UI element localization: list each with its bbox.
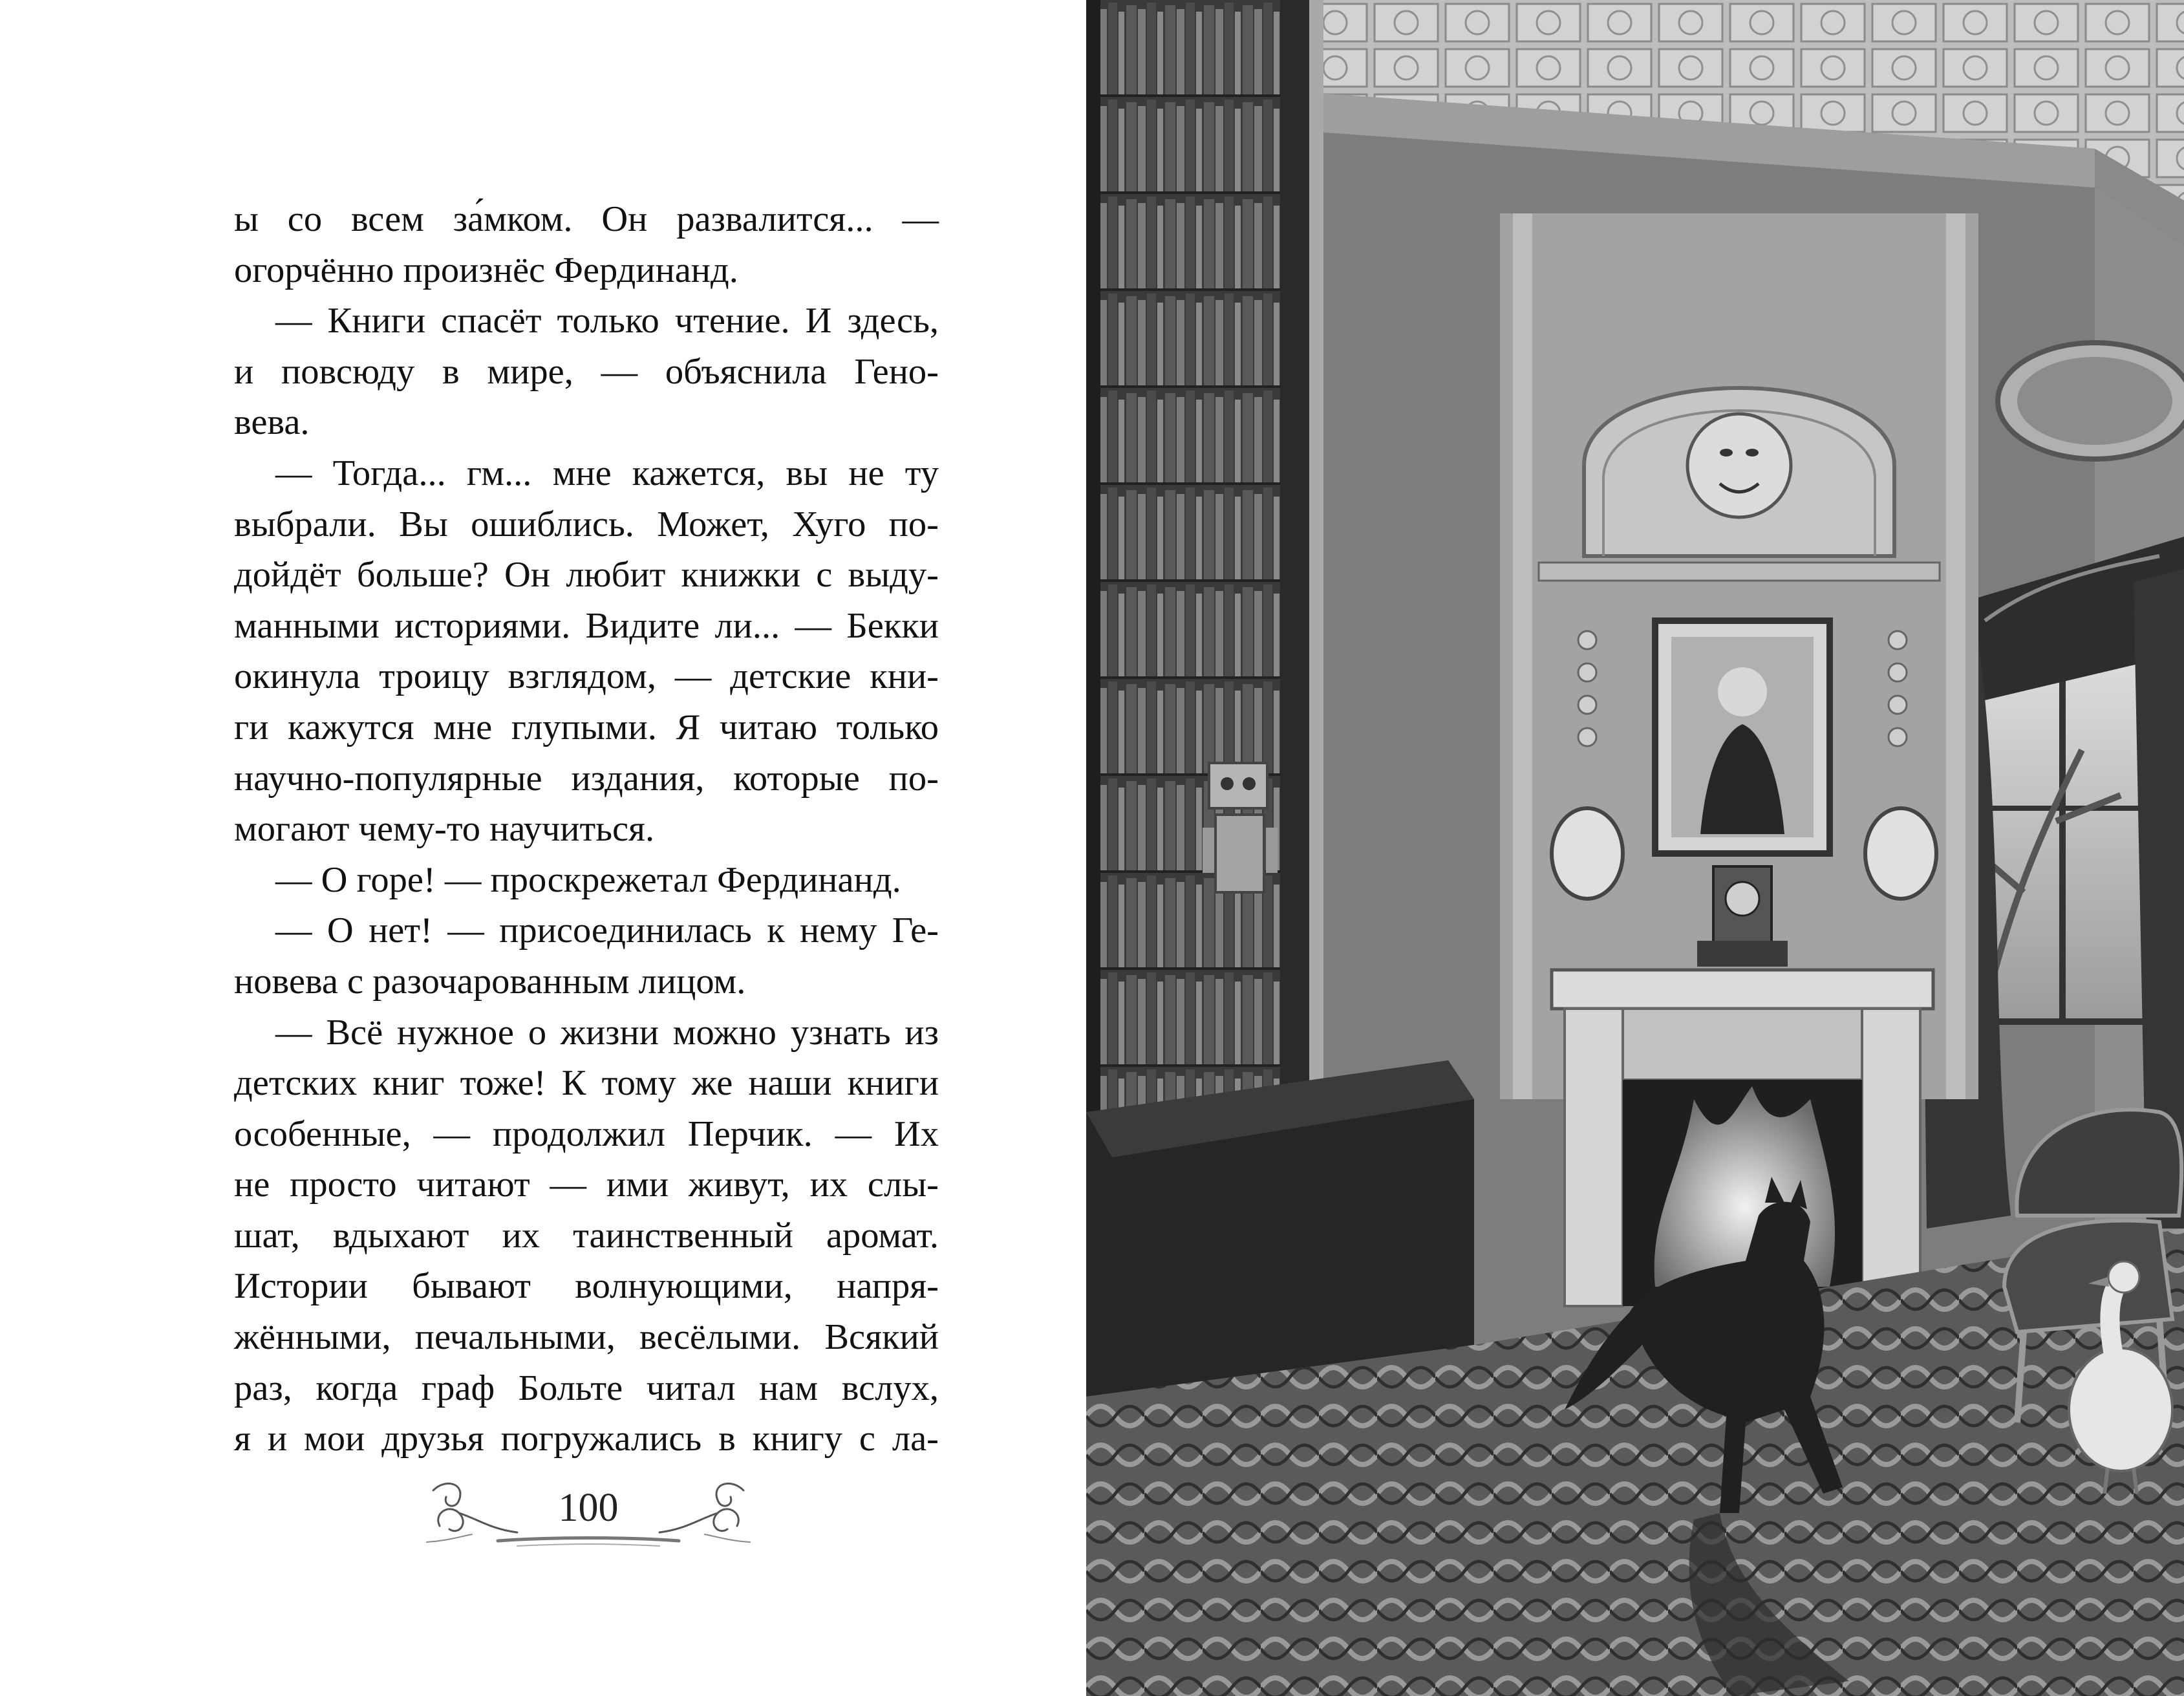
text-line: ы со всем за́мком. Он развалится... — [234, 199, 939, 239]
fireplace [1552, 970, 1933, 1306]
text-line: Истории бывают волнующими, напря- [234, 1266, 939, 1307]
portrait-painting [1655, 621, 1830, 853]
text-line: детских книг тоже! К тому же наши книги [234, 1063, 939, 1104]
text-line: и повсюду в мире, — объяснила Гено- [234, 351, 939, 392]
text-line: окинула троицу взглядом, — детские кни- [234, 656, 939, 697]
cameo-right [1865, 808, 1936, 899]
text-line: я и мои друзья погружались в книгу с ла- [234, 1419, 939, 1459]
mask-ornament [1687, 414, 1791, 517]
text-line: новева с разочарованным лицом. [234, 961, 746, 1002]
text-line: вева. [234, 402, 310, 443]
text-line: особенные, — продолжил Перчик. — Их [234, 1113, 939, 1154]
text-line: не просто читают — ими живут, их слы- [234, 1165, 939, 1205]
text-line: шат, вдыхают их таинственный аромат. [234, 1215, 939, 1256]
bookshelf [1086, 0, 1323, 1138]
text-line: могают чему-то научиться. [234, 809, 655, 850]
text-line: — О горе! — проскрежетал Фердинанд. [275, 859, 901, 900]
text-line: дойдёт больше? Он любит книжки с выду- [234, 555, 939, 596]
text-line: — О нет! — присоединилась к нему Ге- [275, 910, 939, 951]
text-line: ги кажутся мне глупыми. Я читаю только [234, 707, 939, 747]
text-line: жёнными, печальными, весёлыми. Всякий [234, 1317, 939, 1358]
text-line: раз, когда граф Больте читал нам вслух, [234, 1368, 939, 1408]
page-footer [420, 1465, 756, 1568]
text-page [0, 0, 1086, 1696]
body-text [234, 194, 939, 1465]
robot-toy-figure [1203, 763, 1278, 892]
illustration [1086, 0, 2184, 1696]
text-line: — Книги спасёт только чтение. И здесь, [275, 301, 939, 341]
page-number: 100 [558, 1486, 619, 1530]
text-line: манными историями. Видите ли... — Бекки [234, 605, 939, 646]
library-scene [1086, 0, 2184, 1696]
text-line: огорчённо произнёс Фердинанд. [234, 250, 738, 290]
cameo-left [1552, 808, 1623, 899]
text-line: — Всё нужное о жизни можно узнать из [275, 1012, 939, 1053]
text-line: — Тогда... гм... мне кажется, вы не ту [275, 453, 939, 493]
text-line: выбрали. Вы ошиблись. Может, Хуго по- [234, 504, 939, 544]
text-line: научно-популярные издания, которые по- [234, 758, 939, 799]
